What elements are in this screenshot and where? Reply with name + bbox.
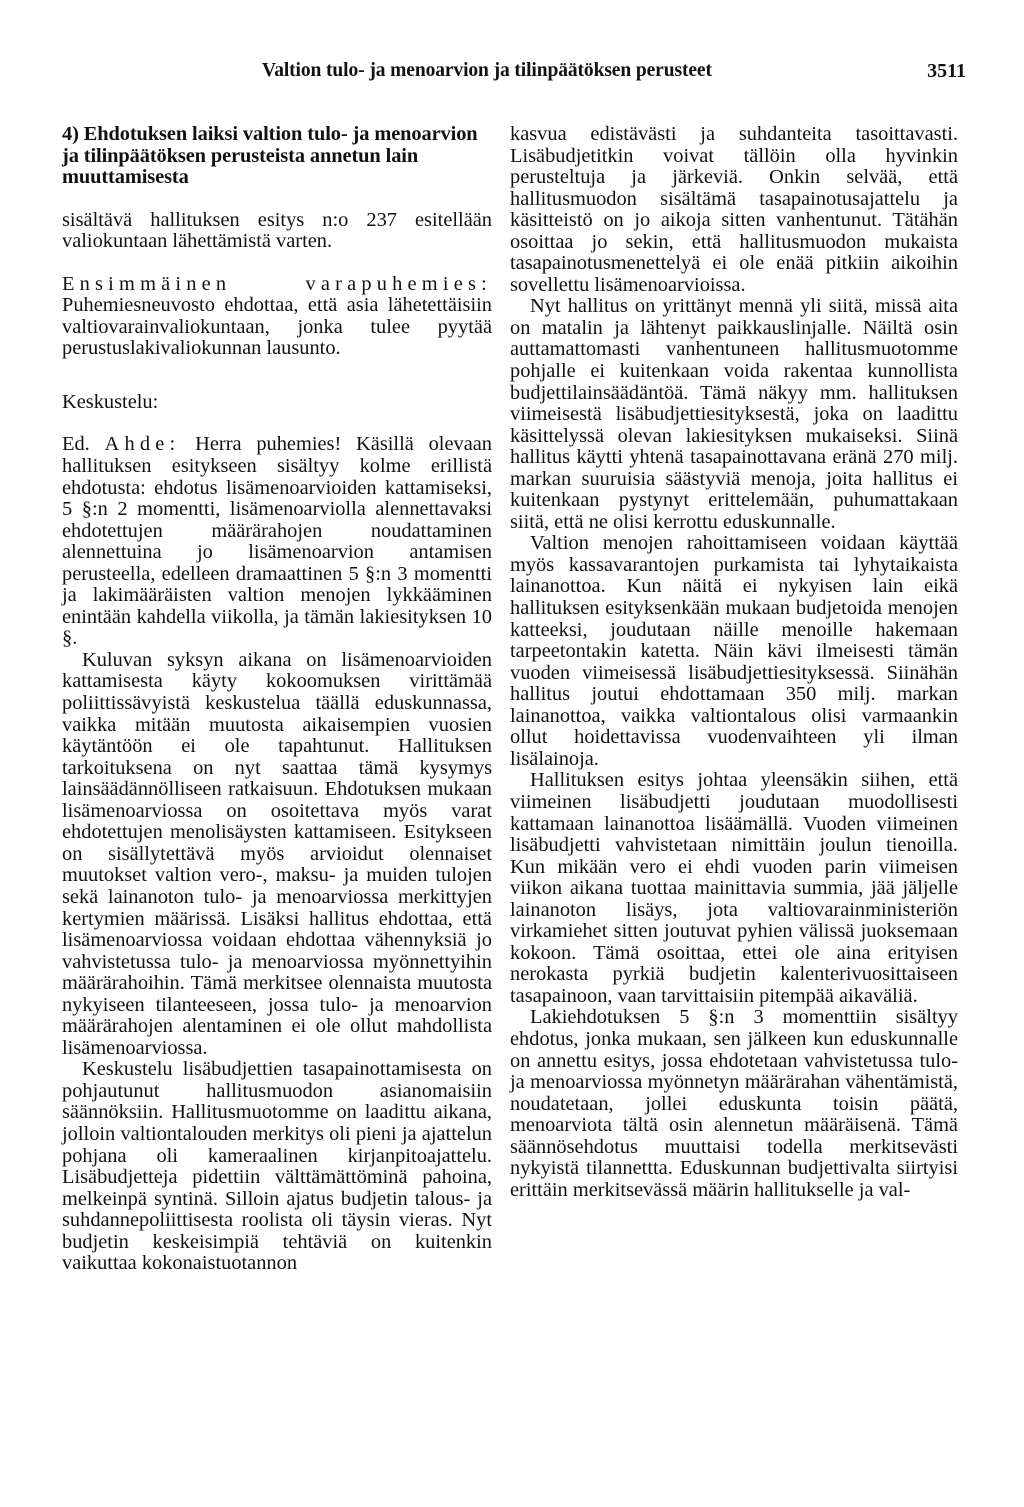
speech-text: Puhemiesneuvosto ehdottaa, että asia lähetettäisiin valtiovarainvaliokuntaan, jonka tulee pyytää perustuslakivaliokunnan lausunto. [62,294,492,360]
left-column [62,124,492,1275]
page-number: 3511 [927,60,966,82]
paragraph: Nyt hallitus on yrittänyt mennä yli siitä, missä aita on matalin ja lähtenyt paikkauslinjalle. Näiltä osin auttamattomasti vanhentuneen hallitusmuotomme pohjalle ei kuitenkaan voida rakentaa kunnollista budjettilainsäädäntöä. Tämä näkyy mm. hallituksen viimeisestä lisäbudjettiesityksestä, joka on laadittu käsittelyssä olevan lakiesityksen mukaiseksi. Siinä hallitus käytti yhtenä tasapainottavana eränä 270 milj. markan suuruisia säästyviä menoja, joita hallitus ei kuitenkaan pystynyt erittelemään, puhumattakaan siitä, että ne olisi kerrottu eduskunnalle. [510,295,958,533]
running-header [62,60,966,90]
discussion-label: Keskustelu: [62,390,159,413]
speaker-prefix: Ed. [62,433,90,456]
speech-first-vice-speaker [62,274,492,360]
speech-text: Herra puhemies! Käsillä olevaan hallituksen esitykseen sisältyy kolme erillistä ehdotusta: ehdotus lisämenoarvioiden kattamiseksi, 5 §:n 2 momentti, lisämenoarviolla alennettavaksi ehdotettujen määrärahojen noudattaminen alennettuina jo lisämenoarvion antamisen perusteella, edelleen dramaattinen 5 §:n 3 momentti ja lakimääräisten valtion menojen lykkääminen enintään kahdella viikolla, ja tämän lakiesityksen 10 §. [62,433,492,650]
paragraph-continued: kasvua edistävästi ja suhdanteita tasoittavasti. Lisäbudjetitkin voivat tällöin olla hyvinkin perusteltuja ja järkeviä. Onkin selvää, että hallitusmuodon sisältämä tasapainotusajattelu ja käsitteistö on jo aikoja sitten vanhentunut. Tätähän osoittaa jo sekin, että hallitusmuodon mukaista tasapainotusmenettelyä ei ole enää pitkiin aikoihin sovellettu lisämenoarvioissa. [510,123,958,296]
right-column [510,124,958,1201]
paragraph: Hallituksen esitys johtaa yleensäkin siihen, että viimeinen lisäbudjetti joudutaan muodollisesti kattamaan lainanottoa lisäämällä. Vuoden viimeinen lisäbudjetti vahvistetaan nimittäin joulun tienoilla. Kun mikään vero ei ehdi vuoden parin viimeisen viikon aikana tuottaa mainittavia summia, jää jäljelle lainanoton lisäys, jota valtiovarainministeriön virkamiehet sitten joutuvat pyhien välissä juoksemaan kokoon. Tämä osoittaa, ettei ole aina erityisen nerokasta pyrkiä budjetin kalenterivuosittaiseen tasapainoon, vaan tarvittaisiin pitempää aikaväliä. [510,769,958,1007]
running-title: Valtion tulo- ja menoarvion ja tilinpäätöksen perusteet [262,60,712,81]
paragraph: Keskustelu lisäbudjettien tasapainottamisesta on pohjautunut hallitusmuodon asianomaisiin säännöksiin. Hallitusmuotomme on laadittu aikana, jolloin valtiontalouden merkitys oli pieni ja ajattelun pohjana oli kameraalinen kirjanpitoajattelu. Lisäbudjetteja pidettiin välttämättöminä pahoina, melkeinpä syntinä. Silloin ajatus budjetin talous- ja suhdannepoliittisesta roolista oli täysin vieras. Nyt budjetin keskeisimpiä tehtäviä on kuitenkin vaikuttaa kokonaistuotannon [62,1058,492,1275]
speaker-title: Ensimmäinen varapuhemies: [62,272,492,295]
speech-ahde-opening [62,434,492,649]
paragraph: Valtion menojen rahoittamiseen voidaan käyttää myös kassavarantojen purkamista tai lyhytaikaista lainanottoa. Kun näitä ei nykyisen lain eikä hallituksen esityksenkään mukaan budjetoida menojen katteeksi, joudutaan näille menoille hakemaan tarpeetontakin katetta. Näin kävi ilmeisesti tämän vuoden viimeisessä lisäbudjettiesityksessä. Siinähän hallitus joutui ehdottamaan 350 milj. markan lainanottoa, vaikka valtiontalous olisi varmaankin ollut hoidettavissa vuodenvaihteen yli ilman lisälainoja. [510,532,958,770]
paragraph: Kuluvan syksyn aikana on lisämenoarvioiden kattamisesta käyty kokoomuksen virittämää poliittissävyistä keskustelua täällä eduskunnassa, vaikka mitään muutosta aikaisempien vuosien käytäntöön ei ole tapahtunut. Hallituksen tarkoituksena on nyt saattaa tämä kysymys lainsäädännölliseen ratkaisuun. Ehdotuksen mukaan lisämenoarviossa on osoitettava myös varat ehdotettujen menolisäysten kattamiseen. Esitykseen on sisällytettävä myös arvioidut olennaiset muutokset valtion vero-, maksu- ja muiden tulojen sekä lainanoton tulo- ja menoarviossa merkittyjen kertymien määrissä. Lisäksi hallitus ehdottaa, että lisämenoarviossa voidaan ehdottaa vähennyksiä jo vahvistetussa tulo- ja menoarviossa myönnettyihin määrärahoihin. Tämä merkitsee olennaista muutosta nykyiseen tilanteeseen, jossa tulo- ja menoarvion määrärahojen alentaminen ei ole ollut mahdollista lisämenoarviossa. [62,648,492,1059]
speaker-name: Ahde: [104,433,181,456]
paragraph: Lakiehdotuksen 5 §:n 3 momenttiin sisältyy ehdotus, jonka mukaan, sen jälkeen kun eduskunnalle on annettu esitys, jossa ehdotetaan vahvistetussa tulo- ja menoarviossa myönnetyn määrärahan vähentämistä, noudatetaan, jollei eduskunta toisin päätä, menoarviota tältä osin alennetun määräisenä. Tämä säännösehdotus muuttaisi todella merkitsevästi nykyistä tilannettta. Eduskunnan budjettivalta siirtyisi erittäin merkitsevässä määrin hallitukselle ja val- [510,1006,958,1201]
agenda-item-heading: 4) Ehdotuksen laiksi valtion tulo- ja menoarvion ja tilinpäätöksen perusteista annetun lain muuttamisesta [62,123,478,189]
motion-text: sisältävä hallituksen esitys n:o 237 esitellään valiokuntaan lähettämistä varten. [62,208,492,253]
